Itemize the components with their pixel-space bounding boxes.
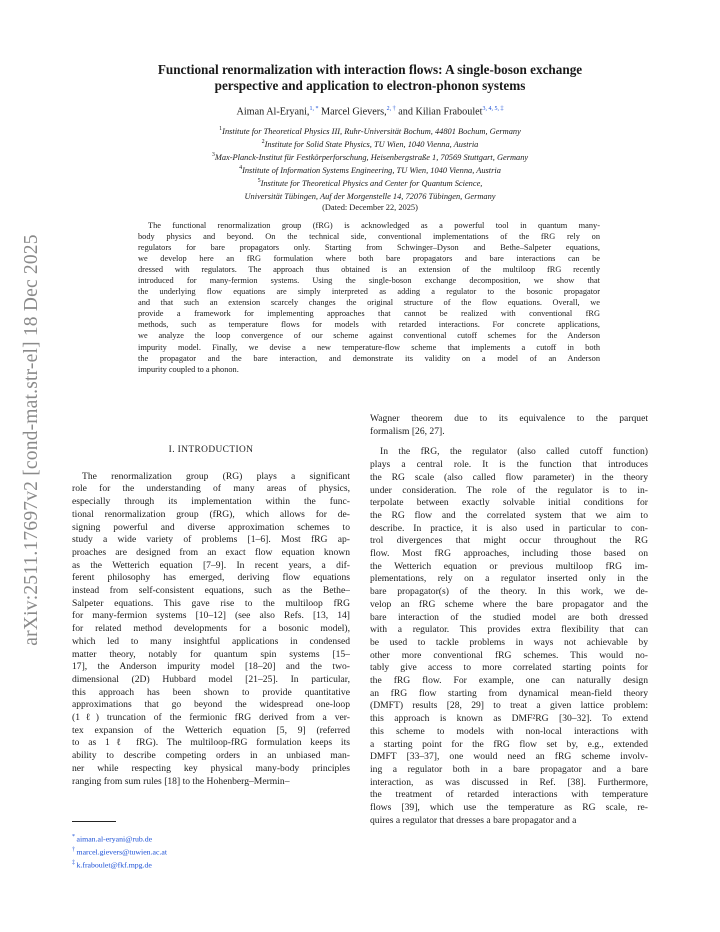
body-text-line: ranging from sum rules [18] to the Hohenberg–Mermin– [72,775,290,787]
body-text-line: (DMFT) results [28, 29] to treat a given lattice problem: [370,700,648,712]
body-text-line: the treatment of retarded interactions with temperature [370,789,648,801]
body-text-line: matter theory, notably for quantum spin systems [15– [72,648,350,660]
body-text-line: other more conventional fRG schemes. This would no- [370,649,648,661]
body-text-line: instead from self-consistent equations, such as the Bethe– [72,585,350,597]
affiliation: $^2$Institute for Solid State Physics, TU Wien, 1040 Vienna, Austria [261,139,479,149]
body-text-line: describe. In practice, it is also used in particular to con- [370,522,648,534]
footnotes [72,832,167,870]
abstract-line: the underlying flow equations are simply interpreted as adding a regulator to the bosonic propagator [138,287,600,297]
footnote-email[interactable]: † marcel.gievers@tuwien.ac.at [72,846,168,857]
abstract-line: provide a framework for implementing approaches that cannot be realized with conventional fRG [138,309,600,319]
body-text-line: approximations that go beyond the widespread one-loop [72,699,350,711]
abstract-line: regulators for bare propagators only. Starting from Schwinger–Dyson and Bethe–Salpeter equations, [138,243,600,253]
body-text-line: be used to tackle problems in ways not achievable by [370,636,648,648]
body-text-line: for many-fermion systems [10–12] (see also Refs. [13, 14] [72,610,350,622]
body-text-line: tex expansion of the Wetterich equation [5, 9] (referred [72,724,350,736]
title-line-2: perspective and application to electron-phonon systems [214,78,526,93]
abstract-line: we develop here an fRG formulation where both bare propagators and bare interactions can be [138,254,600,264]
body-text-line: under consideration. The role of the regulator is to in- [370,484,648,496]
abstract-line: impurity model. Finally, we devise a new temperature-flow scheme that implements a cutoff in both [138,342,600,352]
body-text-line: 17], the Anderson impurity model [18–20] and the two- [72,661,350,673]
body-text-line: flows [39], which use the temperature as RG scale, re- [370,802,648,814]
body-text-line: to as 1ℓ fRG). The multiloop-fRG formulation keeps its [72,737,350,749]
body-text-line: especially through its implementation within the func- [72,496,350,508]
body-text-line: the RG flow and the correlated system that we aim to [370,509,648,521]
author-affil-mark: 2, † [386,106,396,112]
paper-title [90,62,650,94]
body-text-line: for related method developments for a bosonic model), [72,623,350,635]
paragraph-break [370,438,648,446]
abstract-line: the propagator and the bare interaction, and demonstrate its validity on a model of an Anderson [138,353,600,363]
arxiv-sidebar-stamp [14,200,50,680]
section-heading: I. INTRODUCTION [168,445,254,455]
abstract-line: The functional renormalization group (fRG) is acknowledged as a powerful tool in quantum many- [148,221,600,230]
footnote-email[interactable]: ‡ k.fraboulet@fkf.mpg.de [72,859,152,870]
right-column [370,413,648,828]
body-text-line: formalism [26, 27]. [370,425,445,437]
body-text-line: the Wetterich equation or previous multiloop fRG im- [370,560,648,572]
affiliation: $^5$Institute for Theoretical Physics and Center for Quantum Science, [257,178,483,188]
body-text-line: ferent philosophy has emerged, deriving flow equations [72,572,350,584]
body-text-line: (1ℓ) truncation of the fermionic fRG derived from a ver- [72,712,350,724]
body-text-line: Salpeter equations. This gave rise to the multiloop fRG [72,597,350,609]
author-name: Aiman Al-Eryani, [236,106,310,118]
body-text-line: terpolate between exactly solvable initial conditions for [370,497,648,509]
author-affil-mark: 3, 4, 5, ‡ [482,106,504,112]
abstract-line: we analyze the loop convergence of our scheme against conventional cutoff schemes for the Anderson [138,331,600,341]
body-text-line: a starting point for the fRG flow set by, e.g., extended [370,738,648,750]
body-text-line: which led to many insightful applications in condensed [72,635,350,647]
body-text-line: plementations, rely on a regulator inserted only in the [370,573,648,585]
body-text-line: Wagner theorem due to its equivalence to the parquet [370,413,648,424]
body-text-line: an fRG flow starting from dynamical mean-field theory [370,687,648,699]
affiliation: $^3$Max-Planck-Institut für Festkörperforschung, Heisenbergstraße 1, 70569 Stuttgart, Germany [211,152,529,162]
body-text-line: the RG scale (also called flow parameter) in the theory [370,471,648,483]
body-text-line: with a regulator. This provides extra flexibility that can [370,624,648,636]
body-text-line: DMFT [33–37], one would need an fRG scheme involv- [370,751,648,763]
body-text-line: this scheme to models with non-local interactions with [370,725,648,737]
author-affil-mark: 1, * [309,106,319,112]
footnote-rule [72,821,116,822]
body-text-line: this approach has been shown to provide quantitative [72,686,350,698]
body-text-line: velop an fRG scheme where the bare propagator and the [370,598,648,610]
abstract-line: methods, such as temperature flows for models with retarded interactions. For concrete applications, [138,320,600,330]
abstract-line: and that such an extension scarcely changes the original structure of the flow equations. Overall, we [138,298,600,308]
body-text-line: tably give access to more correlated starting points for [370,662,648,674]
body-text-line: ner while respecting key physical many-body principles [72,762,350,774]
body-text-line: trol divergences that might occur throughout the RG [370,535,648,547]
body-text-line: interaction, as was discussed in Ref. [38]. Furthermore, [370,776,648,788]
abstract-line: body physics and beyond. On the technical side, conventional implementations of the fRG rely on [138,232,600,242]
body-text-line: bare propagator(s) of the theory. In this work, we de- [370,586,648,598]
body-text-line: as the Wetterich equation [7–9]. In recent years, a dif- [72,559,350,571]
abstract [138,220,600,375]
author-name: Marcel Gievers, [321,106,387,118]
body-text-line: flow. Most fRG approaches, including those based on [370,548,648,560]
abstract-line: dressed with regulators. The approach thus obtained is an extension of the multiloop fRG recently [138,265,600,275]
body-text-line: In the fRG, the regulator (also called cutoff function) [380,446,648,458]
affiliation: $^1$Institute for Theoretical Physics III, Ruhr-Universität Bochum, 44801 Bochum, Germany [219,126,521,136]
affiliation: $^4$Institute of Information Systems Engineering, TU Wien, 1040 Vienna, Austria [239,165,501,175]
body-text-line: study a wide variety of problems [1–6]. Most fRG ap- [72,534,350,546]
left-column [72,444,350,788]
body-text-line: the fRG flow. For example, one can naturally design [370,675,648,687]
body-text-line: this approach is known as DMF²RG [30–32]. To extend [370,713,648,725]
affiliation: Universität Tübingen, Auf der Morgenstelle 14, 72076 Tübingen, Germany [244,191,496,201]
body-text-line: role for the understanding of many areas of physics, [72,483,350,495]
abstract-line: impurity coupled to a phonon. [138,364,239,374]
affiliation-list [90,124,650,213]
body-text-line: signing powerful and diverse approximation schemes to [72,521,350,533]
body-text-line: proaches are designed from an exact flow equation known [72,546,350,558]
footnote-email[interactable]: * aiman.al-eryani@rub.de [72,834,153,844]
body-text-line: dimensional (2D) Hubbard model [21–25]. In particular, [72,673,350,685]
author-name: and Kilian Fraboulet [398,106,483,118]
body-text-line: plays a central role. It is the function that introduces [370,459,648,471]
title-line-1: Functional renormalization with interaction flows: A single-boson exchange [157,62,583,77]
body-text-line: ing a regulator both in a bare propagator and a bare [370,763,648,775]
body-text-line: ability to describe competing orders in an unbiased man- [72,750,350,762]
author-list [90,106,650,117]
body-text-line: The renormalization group (RG) plays a significant [82,470,350,482]
abstract-line: introduced for many-fermion systems. Using the single-boson exchange decomposition, we show that [138,276,600,286]
body-text-line: bare interaction of the studied model are both dressed [370,611,648,623]
date-line: (Dated: December 22, 2025) [322,203,418,212]
arxiv-identifier: arXiv:2511.17697v2 [cond-mat.str-el] 18 Dec 2025 [21,234,42,646]
body-text-line: quires a regulator that dresses a bare propagator and a [370,814,577,826]
body-text-line: tional renormalization group (fRG), which allows for de- [72,508,350,520]
